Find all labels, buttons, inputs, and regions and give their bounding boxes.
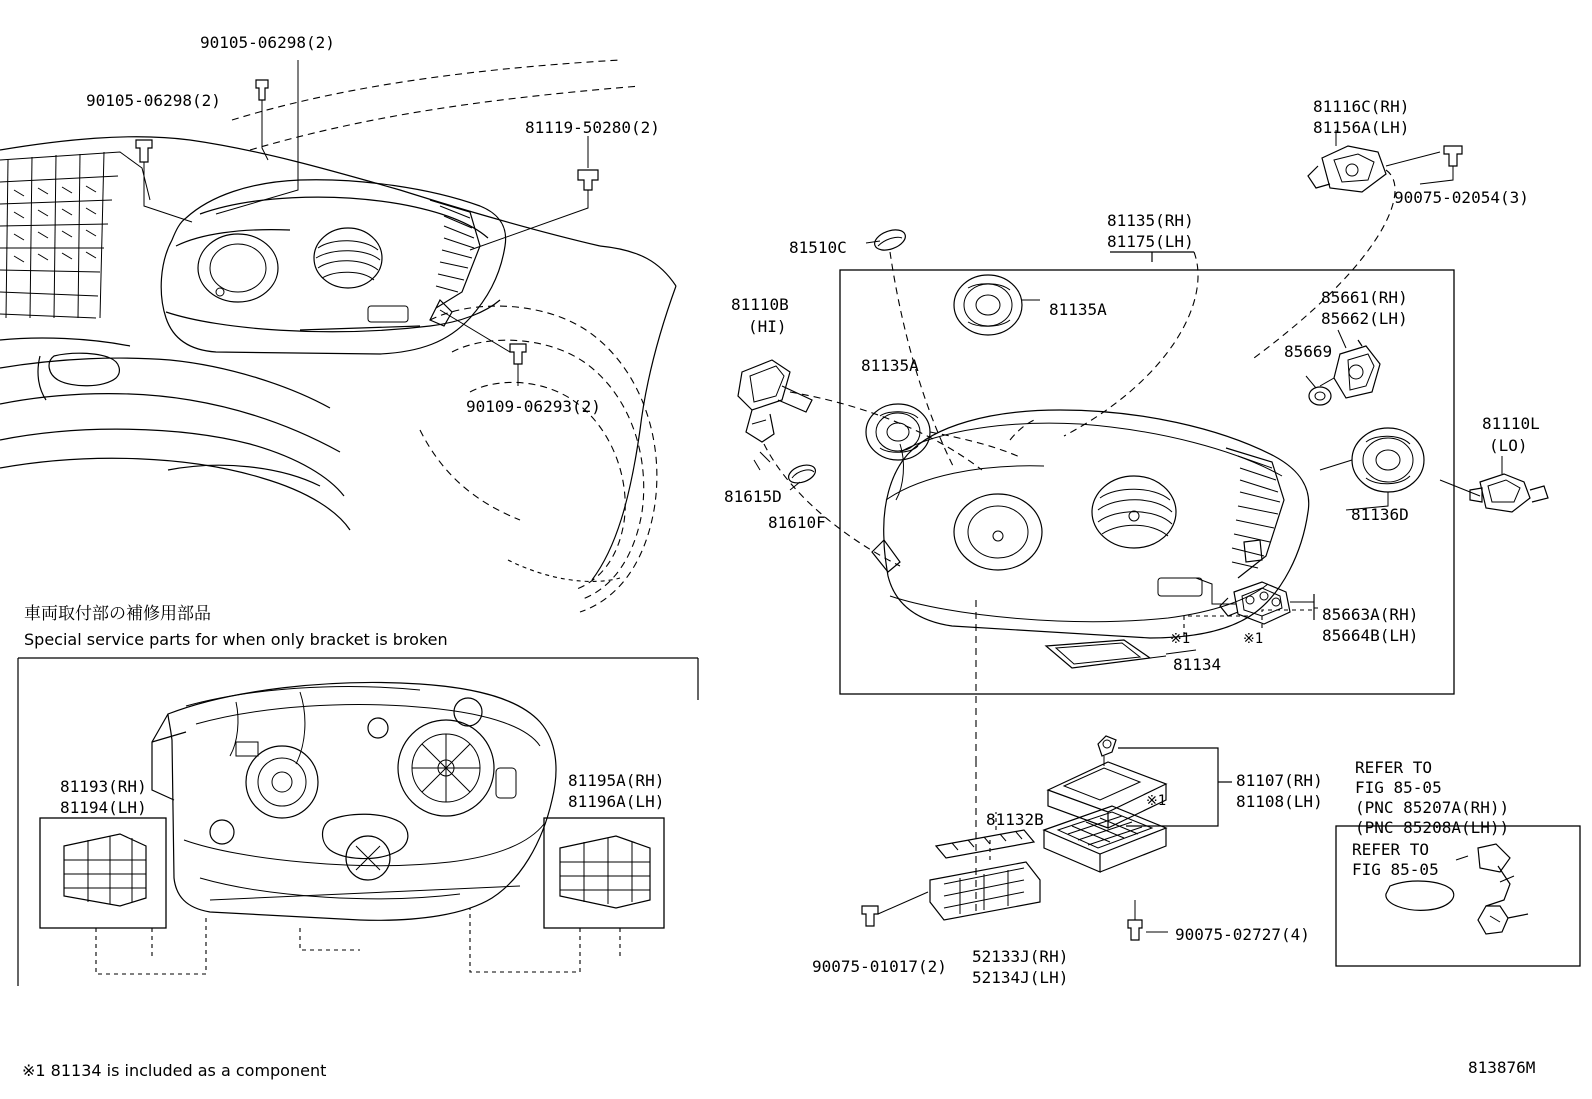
label-81119-50280: 81119-50280(2) xyxy=(525,118,660,137)
label-note-mark-a: ※1 xyxy=(1170,631,1191,647)
label-90109-06293: 90109-06293(2) xyxy=(466,397,601,416)
label-note-mark-b: ※1 xyxy=(1243,631,1264,647)
label-81510C: 81510C xyxy=(789,238,847,257)
label-85669: 85669 xyxy=(1284,342,1333,361)
label-85662-LH: 85662(LH) xyxy=(1321,309,1408,328)
refer-1-line-4: (PNC 85208A(LH)) xyxy=(1355,818,1510,837)
refer-1-line-1: REFER TO xyxy=(1355,758,1433,777)
label-52134J-LH: 52134J(LH) xyxy=(972,968,1069,987)
label-52133J-RH: 52133J(RH) xyxy=(972,947,1069,966)
refer-1-line-3: (PNC 85207A(RH)) xyxy=(1355,798,1510,817)
special-service-parts-group xyxy=(18,658,698,986)
refer-2-line-2: FIG 85-05 xyxy=(1352,860,1439,879)
part-81610F xyxy=(786,462,818,490)
ballast-group xyxy=(862,600,1232,940)
part-85661-motor xyxy=(1320,330,1380,398)
label-81116C: 81116C(RH) xyxy=(1313,97,1410,116)
label-81615D: 81615D xyxy=(724,487,782,506)
part-81110L-bulb xyxy=(1440,456,1548,512)
refer-2-line-1: REFER TO xyxy=(1352,840,1430,859)
footnote-81134: ※1 81134 is included as a component xyxy=(22,1061,327,1080)
part-81107-ballast xyxy=(1048,736,1166,828)
label-85661-RH: 85661(RH) xyxy=(1321,288,1408,307)
label-81194-LH: 81194(LH) xyxy=(60,798,147,817)
label-81135-RH: 81135(RH) xyxy=(1107,211,1194,230)
label-90105-06298-a: 90105-06298(2) xyxy=(200,33,335,52)
label-81110L: 81110L xyxy=(1482,414,1540,433)
label-90075-02054: 90075-02054(3) xyxy=(1394,188,1529,207)
figure-code: 813876M xyxy=(1468,1058,1536,1077)
part-85663A-actuator xyxy=(1196,578,1318,624)
label-85664B-LH: 85664B(LH) xyxy=(1322,626,1419,645)
label-90105-06298-b: 90105-06298(2) xyxy=(86,91,221,110)
part-85669-washer xyxy=(1306,376,1331,405)
label-81136D: 81136D xyxy=(1351,505,1409,524)
label-81108-LH: 81108(LH) xyxy=(1236,792,1323,811)
label-81135A-top: 81135A xyxy=(1049,300,1107,319)
label-81134: 81134 xyxy=(1173,655,1222,674)
label-81610F: 81610F xyxy=(768,513,826,532)
part-81510C xyxy=(872,226,908,254)
label-81156A: 81156A(LH) xyxy=(1313,118,1410,137)
label-81110L-lo: (LO) xyxy=(1489,436,1528,455)
label-81110B-hi: (HI) xyxy=(748,317,787,336)
part-52133J-bracket xyxy=(930,840,1040,920)
label-81132B: 81132B xyxy=(986,810,1044,829)
label-90075-02727: 90075-02727(4) xyxy=(1175,925,1310,944)
sspb-jp-title: 車両取付部の補修用部品 xyxy=(24,604,211,624)
refer-box-2 xyxy=(1352,840,1439,880)
label-85663A-RH: 85663A(RH) xyxy=(1322,605,1419,624)
label-81175-LH: 81175(LH) xyxy=(1107,232,1194,251)
part-cover-mesh xyxy=(1044,806,1166,872)
label-81196A-LH: 81196A(LH) xyxy=(568,792,665,811)
refer-1-line-2: FIG 85-05 xyxy=(1355,778,1442,797)
vehicle-front-illustration xyxy=(0,60,676,612)
part-81135A-top xyxy=(954,275,1022,335)
label-note-mark-c: ※1 xyxy=(1146,793,1167,809)
label-81195A-RH: 81195A(RH) xyxy=(568,771,665,790)
sspb-en-title: Special service parts for when only bracket is broken xyxy=(24,630,448,649)
label-90075-01017: 90075-01017(2) xyxy=(812,957,947,976)
part-81110B-bulb xyxy=(738,360,982,566)
label-81193-RH: 81193(RH) xyxy=(60,777,147,796)
label-81110B: 81110B xyxy=(731,295,789,314)
refer-box-1 xyxy=(1355,758,1509,838)
part-81136D xyxy=(1320,428,1424,510)
label-81107-RH: 81107(RH) xyxy=(1236,771,1323,790)
label-81135A-lower: 81135A xyxy=(861,356,919,375)
